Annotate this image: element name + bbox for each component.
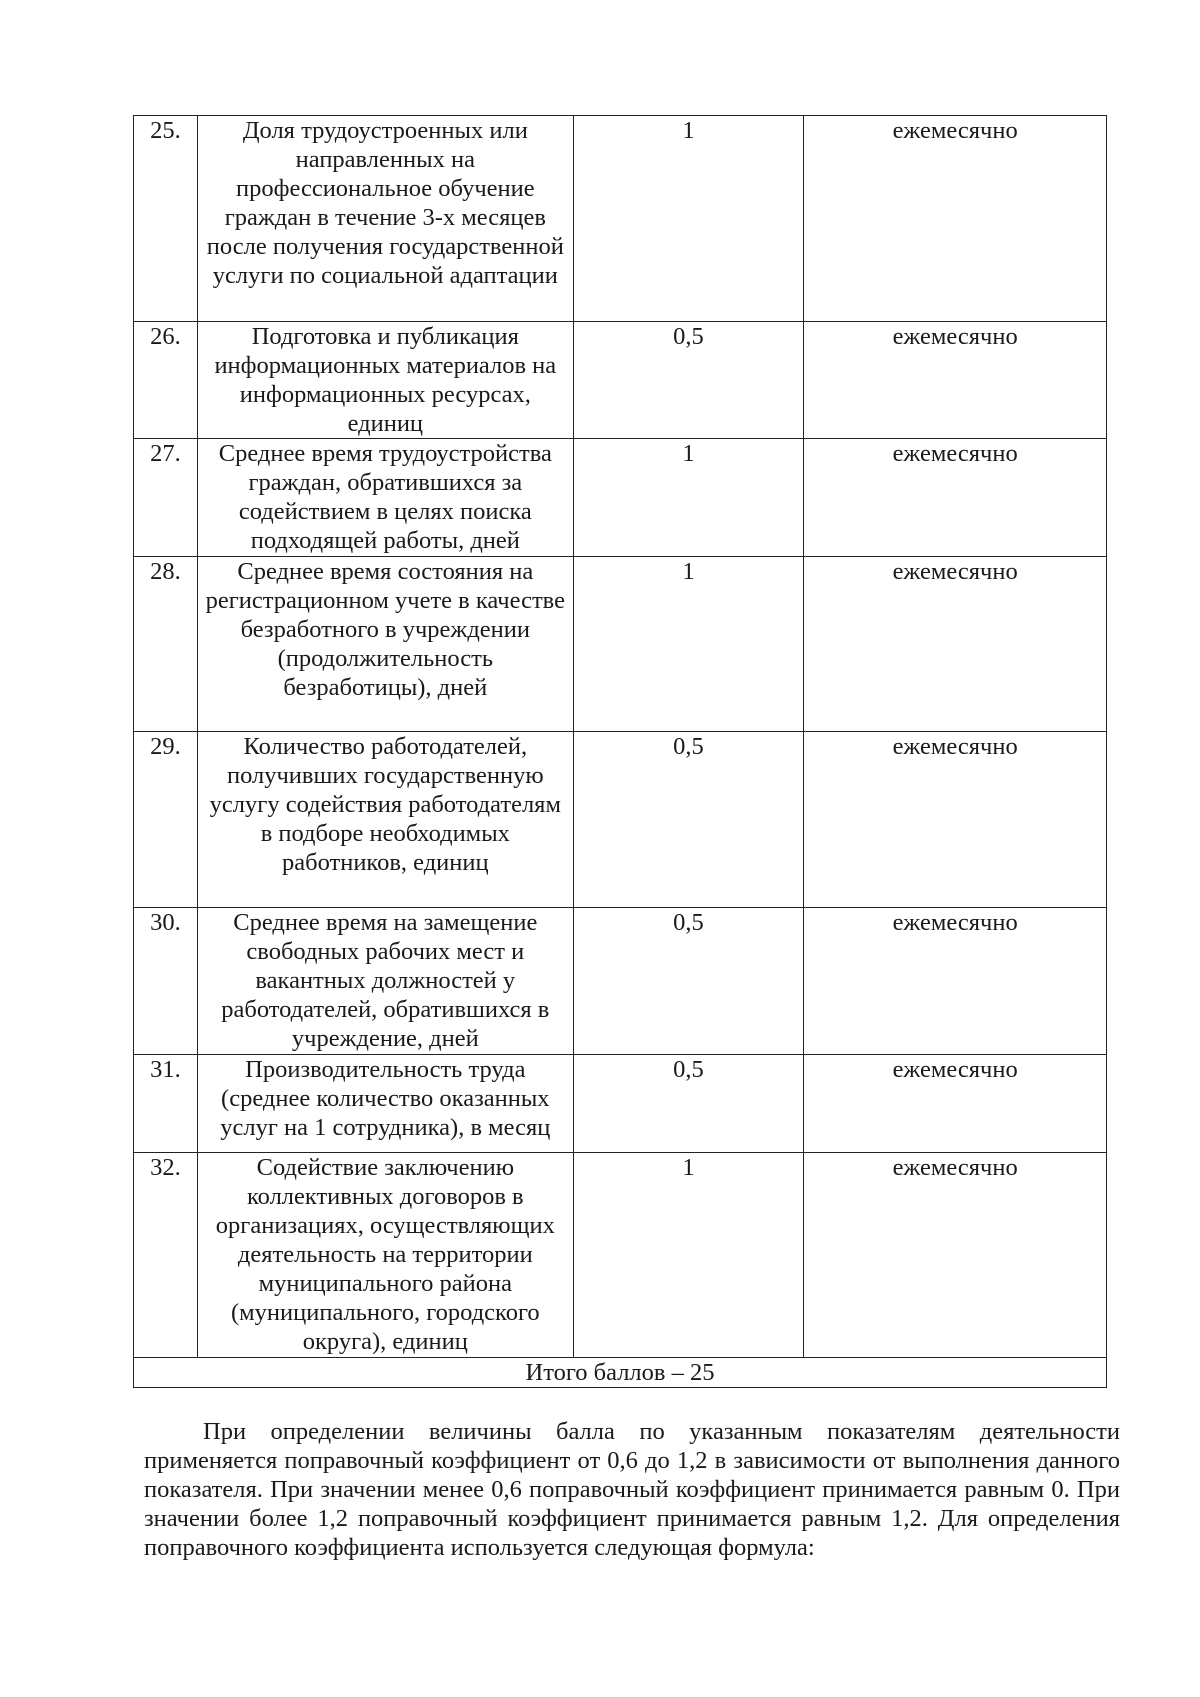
indicator-name: Содействие заключению коллективных договоров в организациях, осуществляющих деятельность на территории муниципального района (муниципального, городского округа), единиц	[197, 1153, 573, 1358]
indicator-period: ежемесячно	[804, 1055, 1107, 1153]
indicator-name: Подготовка и публикация информационных материалов на информационных ресурсах, единиц	[197, 322, 573, 439]
indicator-score: 0,5	[573, 732, 804, 908]
indicator-score: 1	[573, 1153, 804, 1358]
total-row	[134, 1358, 1107, 1388]
row-number: 32.	[134, 1153, 198, 1358]
indicator-score: 1	[573, 116, 804, 322]
table-row	[134, 557, 1107, 732]
indicators-table	[133, 115, 1107, 1388]
indicator-score: 1	[573, 439, 804, 557]
row-number: 26.	[134, 322, 198, 439]
row-number: 25.	[134, 116, 198, 322]
table-row	[134, 1055, 1107, 1153]
indicator-score: 0,5	[573, 322, 804, 439]
total-score: Итого баллов – 25	[134, 1358, 1107, 1388]
row-number: 28.	[134, 557, 198, 732]
indicator-period: ежемесячно	[804, 116, 1107, 322]
table-row	[134, 439, 1107, 557]
table-row	[134, 322, 1107, 439]
indicator-period: ежемесячно	[804, 1153, 1107, 1358]
table-row	[134, 732, 1107, 908]
indicator-score: 0,5	[573, 908, 804, 1055]
table-row	[134, 908, 1107, 1055]
row-number: 27.	[134, 439, 198, 557]
indicator-name: Доля трудоустроенных или направленных на профессиональное обучение граждан в течение 3-х месяцев после получения государственной услуги по социальной адаптации	[197, 116, 573, 322]
correction-coefficient-paragraph: При определении величины балла по указанным показателям деятельности применяется поправочный коэффициент от 0,6 до 1,2 в зависимости от выполнения данного показателя. При значении менее 0,6 поправочный коэффициент принимается равным 0. При значении более 1,2 поправочный коэффициент принимается равным 1,2. Для определения поправочного коэффициента используется следующая формула:	[144, 1418, 1120, 1561]
indicator-name: Среднее время на замещение свободных рабочих мест и вакантных должностей у работодателей, обратившихся в учреждение, дней	[197, 908, 573, 1055]
indicator-name: Среднее время состояния на регистрационном учете в качестве безработного в учреждении (продолжительность безработицы), дней	[197, 557, 573, 732]
row-number: 31.	[134, 1055, 198, 1153]
indicator-name: Производительность труда (среднее количество оказанных услуг на 1 сотрудника), в месяц	[197, 1055, 573, 1153]
indicator-score: 0,5	[573, 1055, 804, 1153]
indicator-period: ежемесячно	[804, 322, 1107, 439]
indicator-name: Количество работодателей, получивших государственную услугу содействия работодателям в подборе необходимых работников, единиц	[197, 732, 573, 908]
indicator-score: 1	[573, 557, 804, 732]
indicator-name: Среднее время трудоустройства граждан, обратившихся за содействием в целях поиска подходящей работы, дней	[197, 439, 573, 557]
table-row	[134, 116, 1107, 322]
row-number: 29.	[134, 732, 198, 908]
indicator-period: ежемесячно	[804, 732, 1107, 908]
table-row	[134, 1153, 1107, 1358]
indicator-period: ежемесячно	[804, 557, 1107, 732]
row-number: 30.	[134, 908, 198, 1055]
indicator-period: ежемесячно	[804, 439, 1107, 557]
indicator-period: ежемесячно	[804, 908, 1107, 1055]
